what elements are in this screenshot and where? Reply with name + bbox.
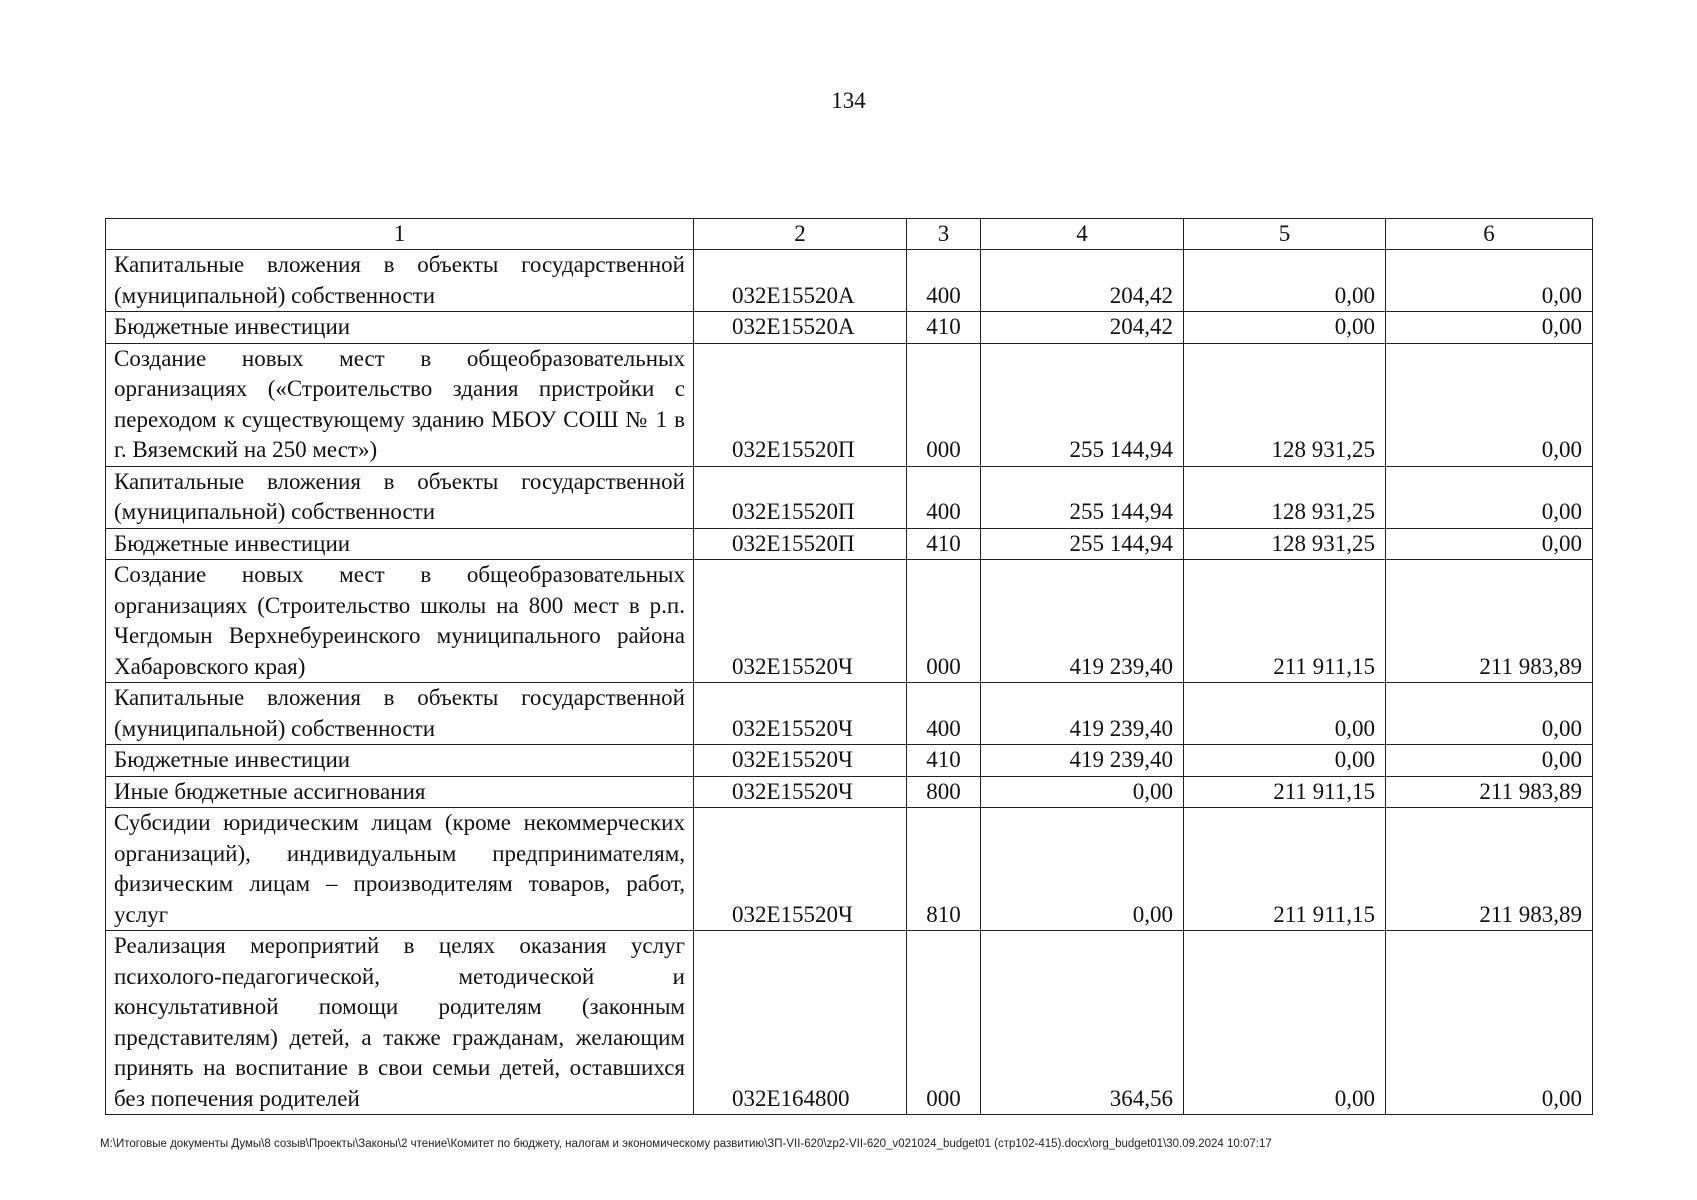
table-row [106,466,1593,528]
header-row [106,219,1593,250]
row-col6: 0,00 [1386,683,1593,745]
table-row [106,745,1593,777]
row-col4: 419 239,40 [981,745,1184,777]
table-row [106,250,1593,312]
row-vr: 800 [907,776,981,808]
row-col4: 204,42 [981,250,1184,312]
row-col6: 0,00 [1386,343,1593,466]
row-code: 032E15520Ч [694,776,907,808]
row-col5: 0,00 [1184,683,1386,745]
row-code: 032E15520Ч [694,560,907,683]
row-col5: 128 931,25 [1184,528,1386,560]
table-row [106,343,1593,466]
row-code: 032E15520П [694,466,907,528]
row-col4: 364,56 [981,931,1184,1115]
row-col4: 255 144,94 [981,343,1184,466]
row-col6: 0,00 [1386,745,1593,777]
row-vr: 410 [907,745,981,777]
column-header-4: 4 [981,219,1184,250]
row-col6: 0,00 [1386,250,1593,312]
row-col6: 211 983,89 [1386,808,1593,931]
row-col4: 0,00 [981,776,1184,808]
row-col6: 0,00 [1386,466,1593,528]
row-col5: 0,00 [1184,745,1386,777]
row-code: 032E15520Ч [694,808,907,931]
budget-table [105,218,1593,1115]
table-row [106,683,1593,745]
row-vr: 000 [907,931,981,1115]
row-col6: 211 983,89 [1386,560,1593,683]
table-row [106,528,1593,560]
row-col6: 0,00 [1386,312,1593,344]
row-col6: 0,00 [1386,528,1593,560]
row-code: 032E15520А [694,312,907,344]
row-code: 032E15520Ч [694,683,907,745]
row-col4: 419 239,40 [981,560,1184,683]
row-col5: 211 911,15 [1184,808,1386,931]
row-vr: 410 [907,312,981,344]
row-col5: 211 911,15 [1184,560,1386,683]
row-col5: 128 931,25 [1184,343,1386,466]
row-col4: 255 144,94 [981,528,1184,560]
row-vr: 400 [907,466,981,528]
column-header-3: 3 [907,219,981,250]
row-name: Капитальные вложения в объекты государственной (муниципальной) собственности [106,683,694,745]
column-header-6: 6 [1386,219,1593,250]
row-col5: 128 931,25 [1184,466,1386,528]
row-col4: 419 239,40 [981,683,1184,745]
row-name: Создание новых мест в общеобразовательных организациях (Строительство школы на 800 мест в р.п. Чегдомын Верхнебуреинского муниципального района Хабаровского края) [106,560,694,683]
row-code: 032E164800 [694,931,907,1115]
table-row [106,931,1593,1115]
row-col5: 0,00 [1184,931,1386,1115]
row-col6: 211 983,89 [1386,776,1593,808]
row-col5: 0,00 [1184,312,1386,344]
row-col6: 0,00 [1386,931,1593,1115]
row-col4: 204,42 [981,312,1184,344]
row-name: Бюджетные инвестиции [106,528,694,560]
row-code: 032E15520П [694,343,907,466]
table-row [106,560,1593,683]
row-name: Реализация мероприятий в целях оказания услуг психолого-педагогической, методической и консультативной помощи родителям (законным представителям) детей, а также гражданам, желающим принять на воспитание в свои семьи детей, оставшихся без попечения родителей [106,931,694,1115]
footer-file-path: M:\Итоговые документы Думы\8 созыв\Проекты\Законы\2 чтение\Комитет по бюджету, налогам и экономическому развитию\ЗП-VII-620\zp2-VII-620_v021024_budget01 (стр102-415).docx\org_budget01\30.09.2024 10:07:17 [100,1138,1272,1150]
row-vr: 400 [907,683,981,745]
row-col4: 0,00 [981,808,1184,931]
row-code: 032E15520П [694,528,907,560]
column-header-5: 5 [1184,219,1386,250]
column-header-1: 1 [106,219,694,250]
row-name: Субсидии юридическим лицам (кроме некоммерческих организаций), индивидуальным предпринимателям, физическим лицам – производителям товаров, работ, услуг [106,808,694,931]
column-header-2: 2 [694,219,907,250]
row-name: Бюджетные инвестиции [106,745,694,777]
row-name: Капитальные вложения в объекты государственной (муниципальной) собственности [106,250,694,312]
row-name: Капитальные вложения в объекты государственной (муниципальной) собственности [106,466,694,528]
row-code: 032E15520А [694,250,907,312]
row-vr: 400 [907,250,981,312]
row-col4: 255 144,94 [981,466,1184,528]
table-row [106,808,1593,931]
row-name: Иные бюджетные ассигнования [106,776,694,808]
page-number: 134 [831,88,866,113]
table-row [106,776,1593,808]
row-name: Создание новых мест в общеобразовательных организациях («Строительство здания пристройки с переходом к существующему зданию МБОУ СОШ № 1 в г. Вяземский на 250 мест») [106,343,694,466]
row-vr: 810 [907,808,981,931]
row-col5: 0,00 [1184,250,1386,312]
row-code: 032E15520Ч [694,745,907,777]
row-vr: 000 [907,343,981,466]
row-col5: 211 911,15 [1184,776,1386,808]
row-name: Бюджетные инвестиции [106,312,694,344]
row-vr: 000 [907,560,981,683]
row-vr: 410 [907,528,981,560]
table-row [106,312,1593,344]
